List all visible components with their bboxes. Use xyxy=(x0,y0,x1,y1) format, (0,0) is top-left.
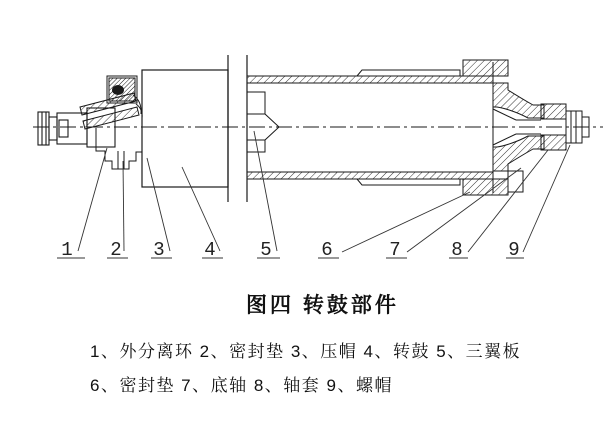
three-wing-plate xyxy=(247,92,279,152)
part-numbers xyxy=(61,239,519,261)
legend-line-2: 6、密封垫 7、底轴 8、轴套 9、螺帽 xyxy=(90,376,393,395)
part-number-2: 2 xyxy=(110,239,122,261)
leader-line-9 xyxy=(523,145,570,252)
bolt-end xyxy=(38,108,115,147)
part-number-5: 5 xyxy=(260,239,272,261)
seal-cap-assembly xyxy=(80,76,142,169)
bottom-shaft-cone xyxy=(493,83,544,192)
part-number-4: 4 xyxy=(204,239,216,261)
seal-gasket-section xyxy=(112,85,124,95)
leader-line-3 xyxy=(147,158,170,251)
leader-line-1 xyxy=(78,148,107,251)
leader-line-2 xyxy=(123,161,124,251)
part-number-3: 3 xyxy=(153,239,165,261)
figure-caption: 图四 转鼓部件 xyxy=(246,294,399,317)
part-number-7: 7 xyxy=(389,239,401,261)
part-number-9: 9 xyxy=(508,239,520,261)
part-number-1: 1 xyxy=(61,239,73,261)
legend-line-1: 1、外分离环 2、密封垫 3、压帽 4、转鼓 5、三翼板 xyxy=(90,342,522,361)
drum-body xyxy=(142,70,228,187)
part-number-6: 6 xyxy=(321,239,333,261)
part-number-8: 8 xyxy=(451,239,463,261)
flange-plate xyxy=(228,55,247,202)
